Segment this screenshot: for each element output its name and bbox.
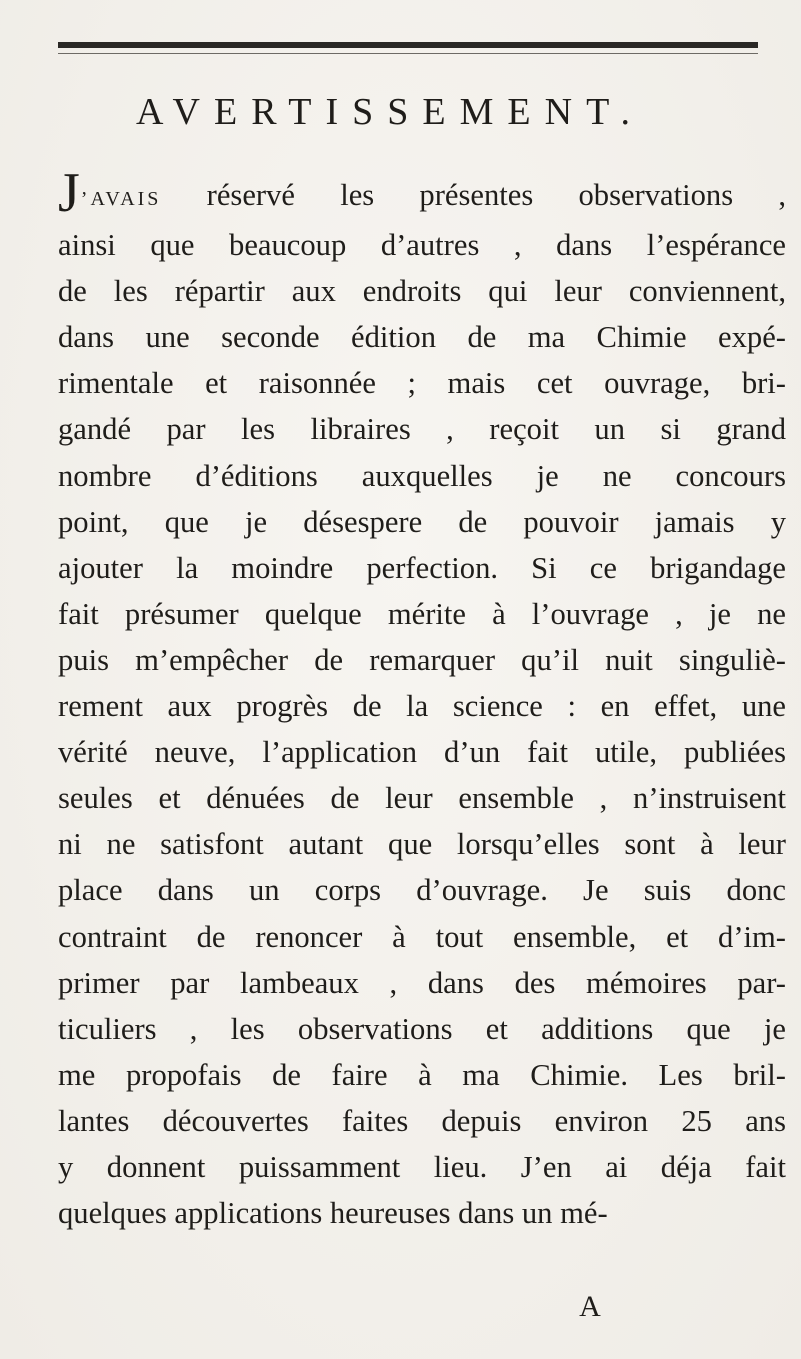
top-ornamental-rule [58,42,758,48]
text-line: de les répartir aux endroits qui leur conviennent, [58,274,786,309]
text-line: ni ne satisfont autant que lorsqu’elles sont à leur [58,827,786,862]
text-line: J’AVAIS réservé les présentes observations , [58,162,786,224]
text-line: gandé par les libraires , reçoit un si grand [58,412,786,447]
text-line: ajouter la moindre perfection. Si ce brigandage [58,550,786,585]
text-line: puis m’empêcher de remarquer qu’il nuit singuliè- [58,642,786,677]
text-line: point, que je désespere de pouvoir jamais y [58,504,786,539]
text-line: y donnent puissamment lieu. J’en ai déja fait [58,1149,786,1184]
text-line: quelques applications heureuses dans un mé- [58,1196,608,1231]
text-line: vérité neuve, l’application d’un fait utile, publiées [58,735,786,770]
text-line: ticuliers , les observations et additions que je [58,1011,786,1046]
text-line: ainsi que beaucoup d’autres , dans l’espérance [58,228,786,263]
drop-cap: J [58,162,80,224]
text-line: me propofais de faire à ma Chimie. Les bril- [58,1057,786,1092]
signature-mark: A [579,1290,601,1323]
text-line: primer par lambeaux , dans des mémoires par- [58,965,786,1000]
text-line: fait présumer quelque mérite à l’ouvrage , je ne [58,596,786,631]
text-line: seules et dénuées de leur ensemble , n’instruisent [58,781,786,816]
text-line: nombre d’éditions auxquelles je ne concours [58,458,786,493]
top-thin-rule [58,53,758,54]
text-line: contraint de renoncer à tout ensemble, et d’im- [58,919,786,954]
text-line: lantes découvertes faites depuis environ 25 ans [58,1103,786,1138]
text-line: rimentale et raisonnée ; mais cet ouvrage, bri- [58,366,786,401]
text-line: dans une seconde édition de ma Chimie expé- [58,320,786,355]
page-heading: AVERTISSEMENT. [136,91,644,133]
body-text [58,162,786,1236]
text-line: place dans un corps d’ouvrage. Je suis donc [58,873,786,908]
first-word-smallcaps: ’AVAIS [80,188,162,210]
text-line: rement aux progrès de la science : en effet, une [58,689,786,724]
